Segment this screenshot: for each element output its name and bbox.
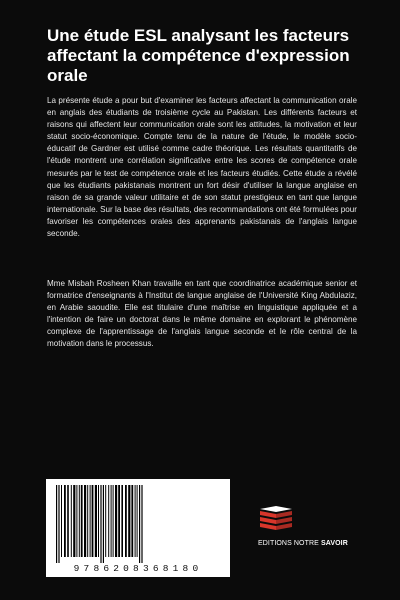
barcode-bar: [61, 485, 62, 557]
barcode-bar: [128, 485, 130, 557]
barcode-bar: [103, 485, 104, 563]
publisher-name: [258, 540, 350, 547]
barcode-bar: [108, 485, 109, 557]
barcode-bar: [67, 485, 69, 557]
barcode-bar: [139, 485, 140, 563]
barcode-bar: [64, 485, 66, 557]
book-title: Une étude ESL analysant les facteurs affectant la compétence d'expression orale: [47, 26, 350, 85]
barcode-bar: [79, 485, 80, 557]
barcode-bar: [90, 485, 91, 557]
barcode-bar: [58, 485, 59, 563]
barcode-bar: [135, 485, 136, 557]
barcode-bar: [137, 485, 138, 557]
publisher-name-emphasis: SAVOIR: [320, 540, 348, 547]
barcode-bar: [111, 485, 112, 557]
barcode-bars: [54, 485, 222, 563]
barcode-bar: [105, 485, 106, 557]
author-biography: Mme Misbah Rosheen Khan travaille en tant que coordinatrice académique senior et formatrice d'enseignants à l'Institut de langue anglaise de l'Université King Abdulaziz, en Arabie saoudite. Elle est titulaire d'une maîtrise en linguistique appliquée et a l'intention de faire un doctorat dans le même domaine en explorant le phénomène complexe de l'apprentissage de l'anglais langue seconde et le rôle central de la motivation dans le processus.: [47, 279, 357, 349]
barcode-bar: [113, 485, 114, 557]
isbn-barcode: [46, 479, 230, 577]
barcode-bar: [71, 485, 72, 557]
barcode-bar: [84, 485, 86, 557]
book-abstract: La présente étude a pour but d'examiner les facteurs affectant la communication orale en anglais des étudiants de troisième cycle au Pakistan. Les différents facteurs et raisons qui affectent leur communication orale sont les attitudes, la motivation et leur statut socio-économique. Compte tenu de la nature de l'étude, le modèle socio-éducatif de Gardner est utilisé comme cadre théorique. Les résultats quantitatifs de l'étude montrent une corrélation significative entre les scores de compétence orale mesurés par le test de compétence orale et les facteurs étudiés. Cette étude a révélé que les étudiants pakistanais montrent un fort désir d'utiliser la langue anglaise en raison de sa grande valeur utilitaire et de son statut prestigieux en tant que langue internationale. Sur la base des résultats, des recommandations ont été formulées pour favoriser les compétences orales des apprenants pakistanais de l'anglais langue seconde.: [47, 96, 357, 239]
barcode-bar: [87, 485, 88, 557]
barcode-bar: [98, 485, 99, 557]
publisher-name-prefix: EDITIONS NOTRE: [258, 540, 321, 547]
isbn-number: 9786208368180: [73, 563, 203, 574]
barcode-bar: [92, 485, 94, 557]
barcode-bar: [100, 485, 101, 563]
barcode-bar: [73, 485, 75, 557]
barcode-bar: [131, 485, 133, 557]
barcode-bar: [95, 485, 97, 557]
barcode-bar: [56, 485, 57, 563]
barcode-bar: [121, 485, 123, 557]
stacked-books-icon: [258, 505, 294, 533]
barcode-bar: [76, 485, 77, 557]
barcode-bar: [125, 485, 127, 557]
barcode-bar: [81, 485, 83, 557]
barcode-bar: [141, 485, 142, 563]
barcode-bar: [115, 485, 117, 557]
barcode-bar: [118, 485, 120, 557]
